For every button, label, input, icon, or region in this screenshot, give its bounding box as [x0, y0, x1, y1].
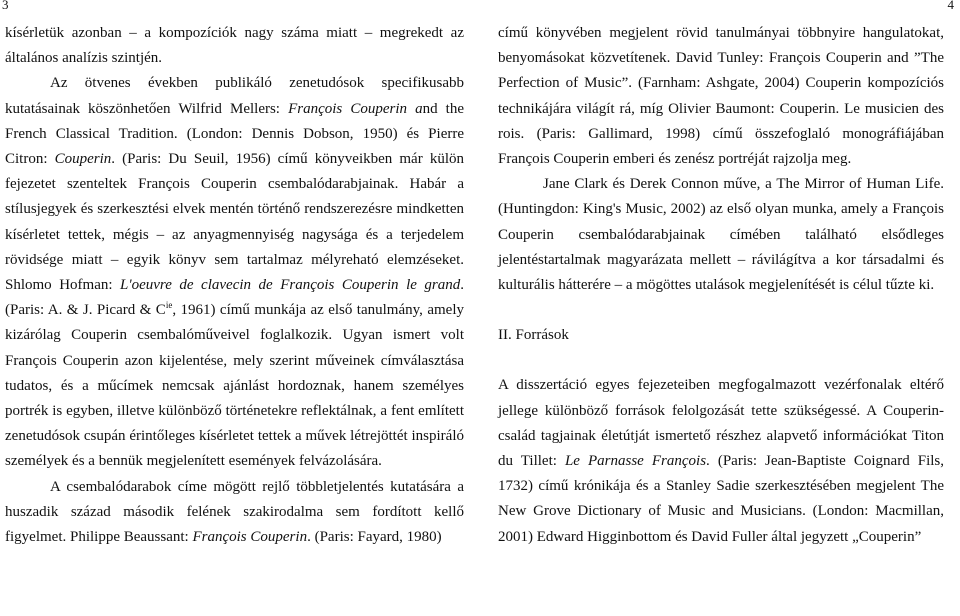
paragraph — [498, 373, 944, 549]
paragraph — [5, 475, 464, 551]
right-page — [480, 0, 960, 616]
book-title: Couperin — [54, 151, 112, 168]
superscript: ie — [165, 300, 173, 311]
text-run: nd the French Classical Tradition. (London: Dennis Dobson, 1950) és Pierre Citron: — [5, 100, 465, 168]
book-title: Le Parnasse François — [564, 453, 707, 470]
book-title: François Couperin a — [288, 100, 423, 117]
page-number: 4 — [947, 0, 954, 12]
paragraph: Jane Clark és Derek Connon műve, a The Mirror of Human Life. (Huntingdon: King's Music, 2002) az első olyan munka, amely a François Couperin csembalódarabjainak címében található elsődleges jelentéstartalmak magyarázata mellett – rávilágítva a kor társadalmi és kulturális hátterére – a mögöttes utalások megjelenítését is célul tűzte ki. — [498, 176, 944, 294]
text-run: . (Paris: Du Seuil, 1956) című könyveikben már külön fejezetet szenteltek François Couperin csembalódarabjainak. Habár a stílusjegyek és szerkesztési elvek mentén történő rendszerezésre mindketten kísérletet tettek, mégis – az anyagmennyiség nagysága és a terjedelem rövidsége miatt – egyik könyv sem tartalmaz mélyreható elemzéseket. Shlomo Hofman: — [5, 151, 464, 294]
text-run: . (Paris: A. & J. Picard & C — [5, 277, 465, 319]
paragraph — [5, 71, 464, 474]
paragraph: című könyvében megjelent rövid tanulmányai többnyire hangulatokat, benyomásokat közvetítenek. David Tunley: François Couperin and ”The Perfection of Music”. (Farnham: Ashgate, 2004) Couperin kompozíciós technikájára világít rá, míg Olivier Baumont: Couperin. Le musicien des rois. (Paris: Gallimard, 1998) című összefoglaló monográfiájában François Couperin emberi és zenész portréját rajzolja meg. — [498, 25, 944, 168]
text-run: A disszertáció egyes fejezeteiben megfogalmazott vezérfonalak eltérő jellege különböző források felolgozását tette szükségessé. A Couperin-család tagjainak életútját ismertető részhez alapvető információkat Titon du Tillet: — [498, 377, 944, 470]
text-run: A csembalódarabok címe mögött rejlő többletjelentés kutatására a huszadik század második felének szakirodalma sem fordított kellő figyelmet. Philippe Beaussant: — [5, 478, 464, 546]
book-title: François Couperin — [192, 529, 308, 546]
text-column — [5, 21, 464, 550]
text-run: . (Paris: Jean-Baptiste Coignard Fils, 1732) című krónikája és a Stanley Sadie szerkesztésében megjelent The New Grove Dictionary of Music and Musicians. (London: Macmillan, 2001) Edward Higginbottom és David Fuller által jegyzett „Couperin” — [498, 453, 945, 545]
text-run: Az ötvenes években publikáló zenetudósok specifikusabb kutatásainak köszönhetően Wilfrid Mellers: — [5, 75, 464, 117]
text-run: . (Paris: Fayard, 1980) — [307, 529, 442, 546]
page-number: 3 — [2, 0, 9, 12]
book-title: L'oeuvre de clavecin de François Couperin le grand — [120, 277, 461, 294]
paragraph: kísérletük azonban – a kompozíciók nagy száma miatt – megrekedt az általános analízis szintjén. — [5, 25, 464, 67]
section-heading: II. Források — [498, 327, 569, 344]
text-column — [498, 21, 944, 550]
text-run: , 1961) című munkája az első tanulmány, amely kizárólag Couperin csembalóműveivel foglalkozik. Ugyan ismert volt François Couperin azon kijelentése, mely szerint műveinek címválasztása tudatos, és a műcímek nemcsak ajánlást hordoznak, hanem személyes portrék is egyben, illetve különböző történetekre reflektálnak, a fent említett zenetudósok csupán érintőleges kísérletet tettek a művek létrejöttét inspiráló személyek és a bennük megjelenített események felvázolására. — [5, 302, 464, 470]
